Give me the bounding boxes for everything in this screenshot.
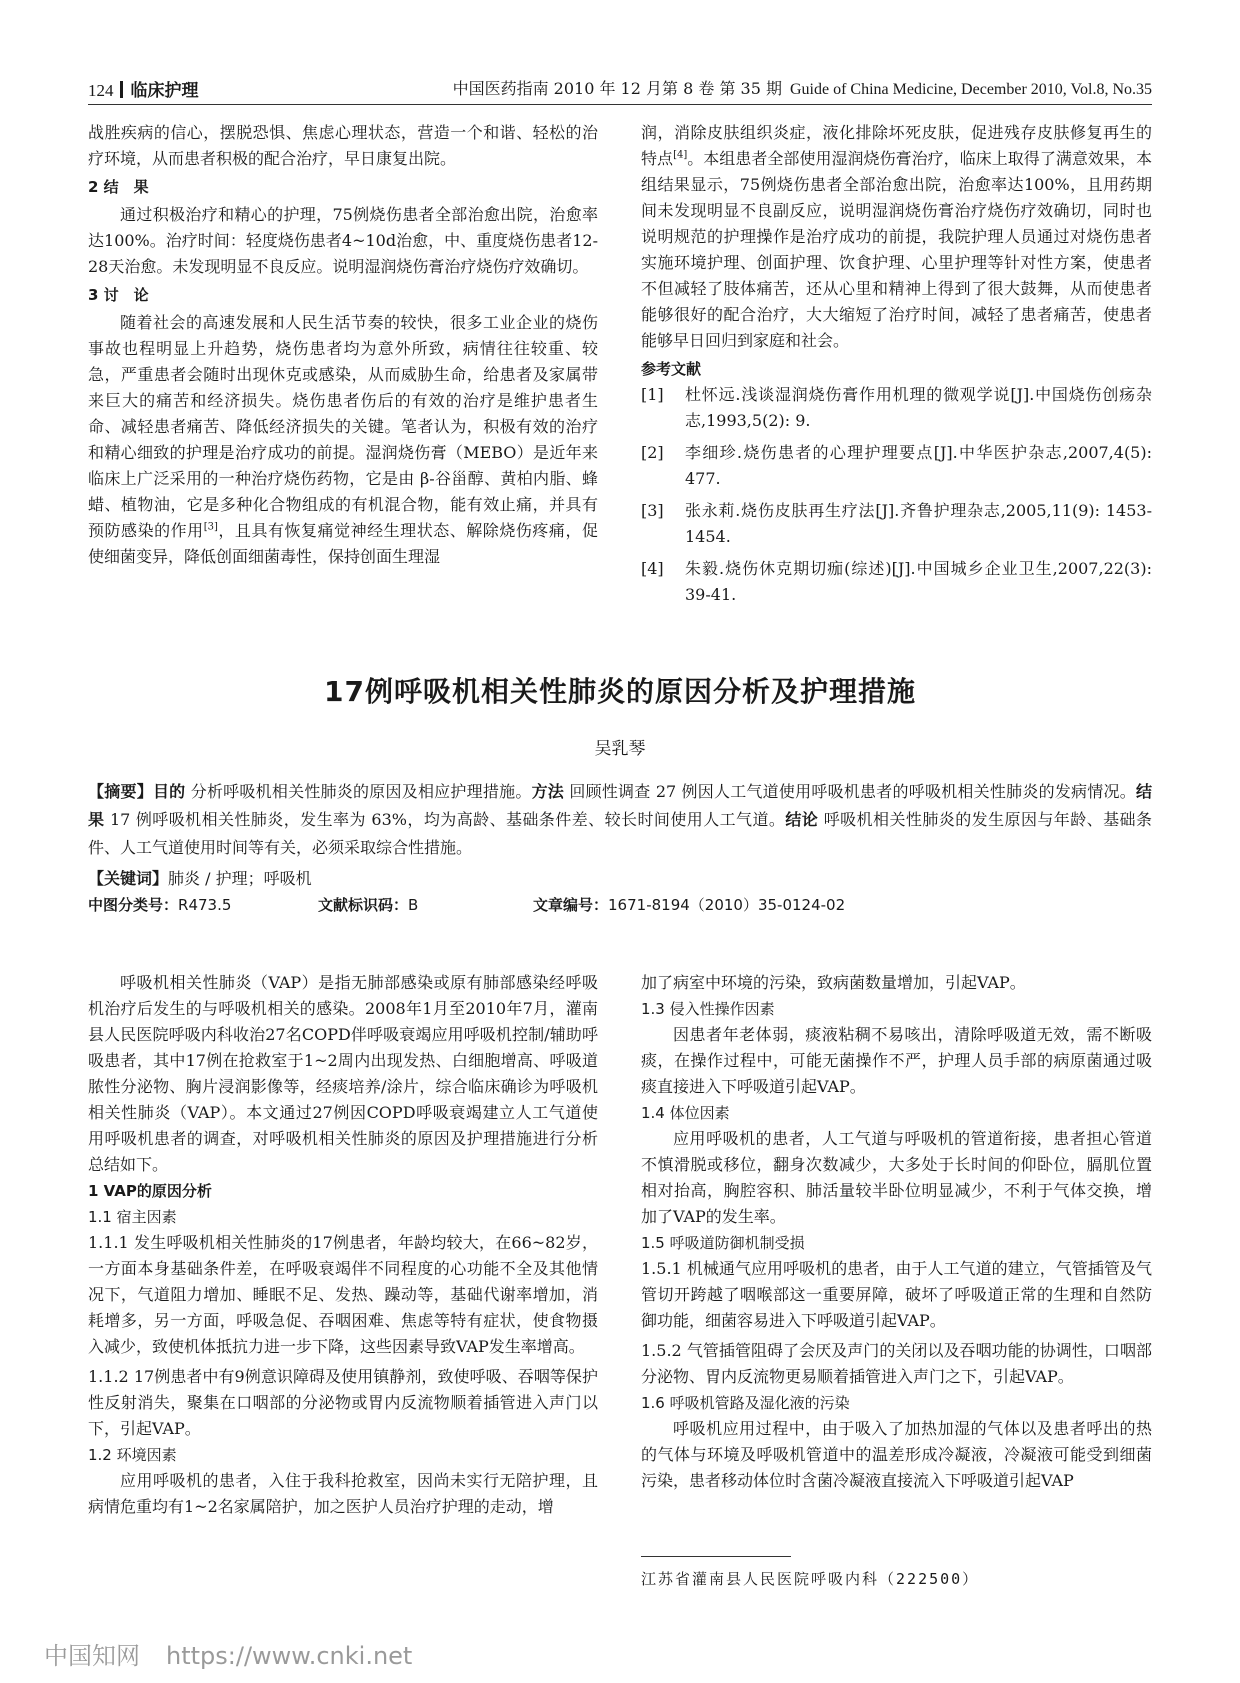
- reference-text: 李细珍.烧伤患者的心理护理要点[J].中华医护杂志,2007,4(5): 477.: [685, 443, 1152, 488]
- keywords: [88, 866, 312, 889]
- reference-number: [3]: [641, 501, 664, 520]
- subsection-heading: 1.4 体位因素: [641, 1104, 730, 1122]
- paragraph: 应用呼吸机的患者，入住于我科抢救室，因尚未实行无陪护理，且病情危重均有1~2名家属陪护，加之医护人员治疗护理的走动，增: [88, 1471, 598, 1516]
- abstract-label: 【摘要】: [88, 782, 153, 801]
- section-name: 临床护理: [130, 81, 199, 101]
- cnki-watermark: [44, 1636, 412, 1671]
- paragraph: 呼吸机相关性肺炎（VAP）是指无肺部感染或原有肺部感染经呼吸机治疗后发生的与呼吸机相关的感染。2008年1月至2010年7月，灌南县人民医院呼吸内科收治27名COPD伴呼吸衰竭应用呼吸机控制/辅助呼吸患者，其中17例在抢救室于1~2周内出现发热、白细胞增高、呼吸道脓性分泌物、胸片浸润影像等，经痰培养/涂片，综合临床确诊为呼吸机相关性肺炎（VAP）。本文通过27例因COPD呼吸衰竭建立人工气道使用呼吸机患者的调查，对呼吸机相关性肺炎的原因及护理措施进行分析总结如下。: [88, 973, 598, 1174]
- journal-name: 中国医药指南 2010 年 12 月第 8 卷 第 35 期: [452, 79, 782, 98]
- paragraph: 1.1.1 发生呼吸机相关性肺炎的17例患者，年龄均较大，在66~82岁，一方面本身基础条件差，在呼吸衰竭伴不同程度的心功能不全及其他情况下，气道阻力增加、睡眠不足、发热、躁动等，基础代谢率增加，消耗增多，另一方面，呼吸急促、吞咽困难、焦虑等特有症状，使食物摄入减少，致使机体抵抗力进一步下降，这些因素导致VAP发生率增高。: [88, 1233, 598, 1356]
- header-divider: [120, 81, 123, 98]
- paragraph: 通过积极治疗和精心的护理，75例烧伤患者全部治愈出院，治愈率达100%。治疗时间：轻度烧伤患者4~10d治愈，中、重度烧伤患者12-28天治愈。未发现明显不良反应。说明湿润烧伤膏治疗烧伤疗效确切。: [88, 205, 598, 276]
- paragraph: [641, 120, 1152, 354]
- article-title: 17例呼吸机相关性肺炎的原因分析及护理措施: [324, 675, 916, 708]
- reference-item: [641, 382, 1152, 434]
- paragraph: 战胜疾病的信心，摆脱恐惧、焦虑心理状态，营造一个和谐、轻松的治疗环境，从而患者积极的配合治疗，早日康复出院。: [88, 123, 598, 168]
- subsection-heading: 1.3 侵入性操作因素: [641, 1000, 775, 1018]
- paragraph: 因患者年老体弱，痰液粘稠不易咳出，清除呼吸道无效，需不断吸痰，在操作过程中，可能无菌操作不严，护理人员手部的病原菌通过吸痰直接进入下呼吸道引起VAP。: [641, 1025, 1152, 1096]
- reference-number: [2]: [641, 443, 664, 462]
- paragraph: 呼吸机应用过程中，由于吸入了加热加湿的气体以及患者呼出的热的气体与环境及呼吸机管道中的温差形成冷凝液，冷凝液可能受到细菌污染，患者移动体位时含菌冷凝液直接流入下呼吸道引起VAP: [641, 1419, 1152, 1490]
- citation: [3]: [203, 521, 218, 533]
- reference-number: [4]: [641, 559, 664, 578]
- reference-list: [641, 382, 1152, 608]
- paragraph: 1.1.2 17例患者中有9例意识障碍及使用镇静剂，致使呼吸、吞咽等保护性反射消失，聚集在口咽部的分泌物或胃内反流物顺着插管进入声门以下，引起VAP。: [88, 1367, 598, 1438]
- article-no-label: 文章编号：: [533, 896, 609, 914]
- section-heading-discussion: 3 讨 论: [88, 286, 149, 304]
- abstract: [88, 778, 1152, 862]
- reference-text: 张永莉.烧伤皮肤再生疗法[J].齐鲁护理杂志,2005,11(9): 1453-1454.: [685, 501, 1152, 546]
- reference-item: [641, 556, 1152, 608]
- subsection-heading: 1.1 宿主因素: [88, 1208, 177, 1226]
- prev-article-left-column: [88, 120, 598, 570]
- running-header: [88, 76, 1152, 106]
- references-heading: 参考文献: [641, 360, 702, 378]
- article-left-column: [88, 970, 598, 1520]
- results-label: 结果: [88, 782, 1152, 829]
- objective-text: 分析呼吸机相关性肺炎的原因及相应护理措施。: [185, 782, 532, 801]
- reference-number: [1]: [641, 385, 664, 404]
- text-run: ，且具有恢复痛觉神经生理状态、解除烧伤疼痛，促使细菌变异，降低创面细菌毒性，保持创面生理湿: [88, 521, 598, 566]
- doc-code-value: B: [408, 896, 419, 914]
- reference-text: 杜怀远.浅谈湿润烧伤膏作用机理的微观学说[J].中国烧伤创疡杂志,1993,5(2): 9.: [685, 385, 1152, 430]
- clc-label: 中图分类号：: [88, 896, 179, 914]
- clc-value: R473.5: [178, 896, 232, 914]
- article-no-value: 1671-8194（2010）35-0124-02: [608, 896, 846, 914]
- conclusion-label: 结论: [785, 810, 819, 829]
- text-run: 。本组患者全部使用湿润烧伤膏治疗，临床上取得了满意效果，本组结果显示，75例烧伤患者全部治愈出院，治愈率达100%，且用药期间未发现明显不良副反应，说明湿润烧伤膏治疗烧伤疗效确切，同时也说明规范的护理操作是治疗成功的前提，我院护理人员通过对烧伤患者实施环境护理、创面护理、饮食护理、心里护理等针对性方案，使患者不但减轻了肢体痛苦，还从心里和精神上得到了很大鼓舞，从而使患者能够很好的配合治疗，大大缩短了治疗时间，减轻了患者痛苦，使患者能够早日回归到家庭和社会。: [641, 149, 1152, 350]
- footnote-rule: [641, 1556, 791, 1557]
- citation: [4]: [673, 149, 688, 161]
- header-right: [453, 76, 1152, 99]
- cnki-logo-text: 中国知网: [44, 1642, 140, 1670]
- text-run: 随着社会的高速发展和人民生活节奏的较快，很多工业企业的烧伤事故也程明显上升趋势，烧伤患者均为意外所致，病情往往较重、较急，严重患者会随时出现休克或感染，从而威胁生命，给患者及家属带来巨大的痛苦和经济损失。烧伤患者伤后的有效的治疗是维护患者生命、减轻患者痛苦、降低经济损失的关键。笔者认为，积极有效的治疗和精心细致的护理是治疗成功的前提。湿润烧伤膏（MEBO）是近年来临床上广泛采用的一种治疗烧伤药物，它是由 β-谷甾醇、黄柏内脂、蜂蜡、植物油，它是多种化合物组成的有机混合物，能有效止痛，并具有预防感染的作用: [88, 313, 598, 540]
- paragraph: [88, 310, 598, 570]
- method-label: 方法: [531, 782, 565, 801]
- results-text: 17 例呼吸机相关性肺炎，发生率为 63%，均为高龄、基础条件差、较长时间使用人工气道。: [104, 810, 786, 829]
- keywords-label: 【关键词】: [88, 869, 169, 888]
- text-run: 润，消除皮肤组织炎症，液化排除坏死皮肤，促进残存皮肤修复再生的特点: [641, 123, 1152, 168]
- paragraph: 应用呼吸机的患者，人工气道与呼吸机的管道衔接，患者担心管道不慎滑脱或移位，翻身次数减少，大多处于长时间的仰卧位，膈肌位置相对抬高，胸腔容积、肺活量较半卧位明显减少，不利于气体交换，增加了VAP的发生率。: [641, 1129, 1152, 1226]
- reference-text: 朱毅.烧伤休克期切痂(综述)[J].中国城乡企业卫生,2007,22(3): 39-41.: [685, 559, 1152, 604]
- header-left: [88, 76, 199, 101]
- document-code: [318, 894, 418, 915]
- header-rule: [88, 104, 1152, 105]
- paragraph: 加了病室中环境的污染，致病菌数量增加，引起VAP。: [641, 973, 1026, 992]
- doc-code-label: 文献标识码：: [318, 896, 409, 914]
- article-author: 吴乳琴: [594, 739, 646, 759]
- subsection-heading: 1.6 呼吸机管路及湿化液的污染: [641, 1394, 850, 1412]
- conclusion-text: 呼吸机相关性肺炎的发生原因与年龄、基础条件、人工气道使用时间等有关，必须采取综合性措施。: [88, 810, 1152, 857]
- paragraph: 1.5.1 机械通气应用呼吸机的患者，由于人工气道的建立，气管插管及气管切开跨越了咽喉部这一重要屏障，破坏了呼吸道正常的生理和自然防御功能，细菌容易进入下呼吸道引起VAP。: [641, 1259, 1152, 1330]
- journal-name-en: Guide of China Medicine, December 2010, Vol.8, No.35: [789, 81, 1152, 98]
- objective-label: 目的: [152, 782, 186, 801]
- subsection-heading: 1.2 环境因素: [88, 1446, 177, 1464]
- author-affiliation: 江苏省灌南县人民医院呼吸内科（222500）: [641, 1570, 980, 1588]
- section-heading: 1 VAP的原因分析: [88, 1182, 212, 1200]
- prev-article-right-column: [641, 120, 1152, 608]
- section-heading-results: 2 结 果: [88, 178, 149, 196]
- article-number: [533, 894, 845, 915]
- paragraph: 1.5.2 气管插管阻碍了会厌及声门的关闭以及吞咽功能的协调性，口咽部分泌物、胃内反流物更易顺着插管进入声门之下，引起VAP。: [641, 1341, 1152, 1386]
- reference-item: [641, 440, 1152, 492]
- clc-number: [88, 894, 231, 915]
- subsection-heading: 1.5 呼吸道防御机制受损: [641, 1234, 805, 1252]
- page-number: 124: [88, 81, 114, 100]
- cnki-url: https://www.cnki.net: [166, 1642, 413, 1670]
- reference-item: [641, 498, 1152, 550]
- keywords-text: 肺炎 / 护理；呼吸机: [168, 869, 312, 888]
- method-text: 回顾性调查 27 例因人工气道使用呼吸机患者的呼吸机相关性肺炎的发病情况。: [564, 782, 1136, 801]
- article-right-column: [641, 970, 1152, 1494]
